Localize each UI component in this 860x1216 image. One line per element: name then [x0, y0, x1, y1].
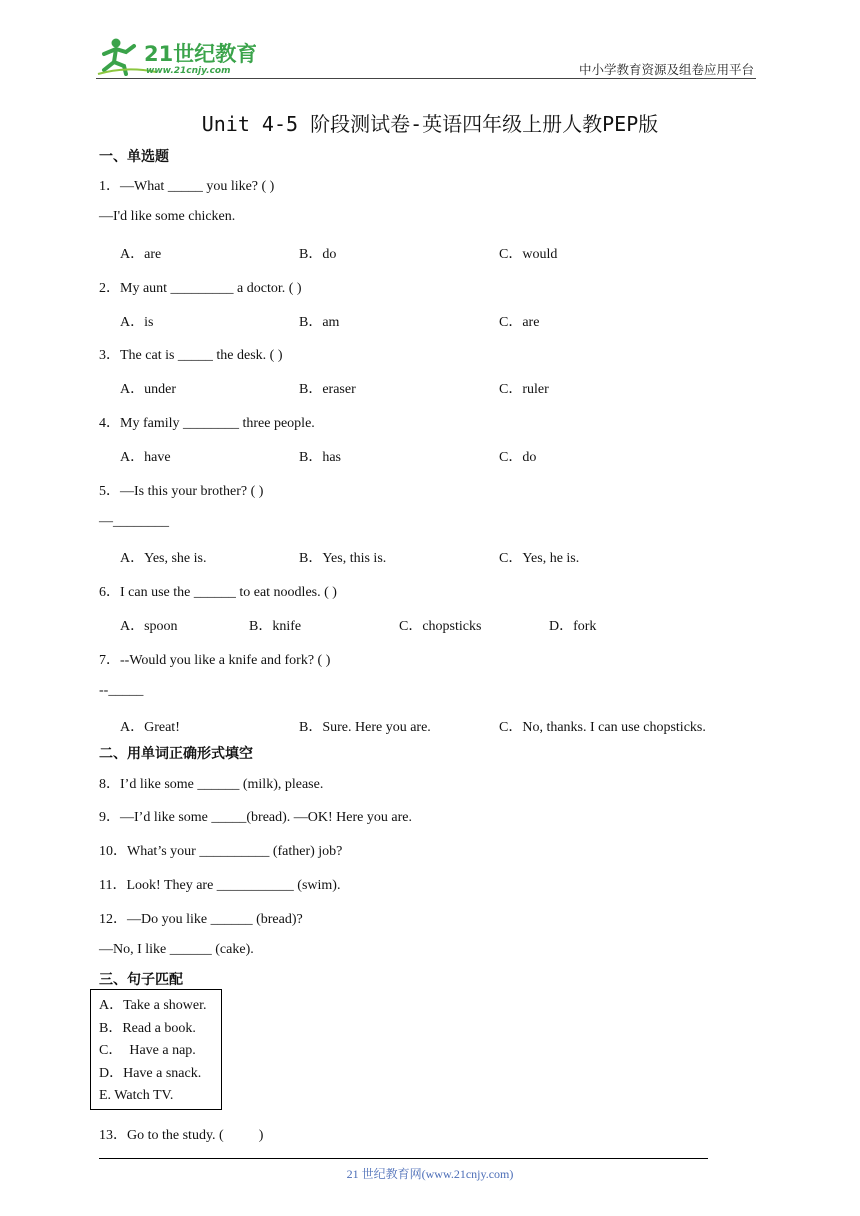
question-12-line2: —No, I like ______ (cake).: [99, 942, 254, 957]
footer-divider: [99, 1158, 708, 1159]
logo-url: www.21cnjy.com: [146, 66, 231, 76]
q7-option-c: C．No, thanks. I can use chopsticks.: [499, 720, 706, 735]
question-7: 7．--Would you like a knife and fork? ( ): [99, 653, 331, 668]
match-options-box: [90, 989, 222, 1110]
q5-option-a: A．Yes, she is.: [120, 551, 207, 566]
question-10: 10．What’s your __________ (father) job?: [99, 844, 343, 859]
match-option-d: D．Have a snack.: [99, 1065, 202, 1081]
question-1-line2: —I'd like some chicken.: [99, 209, 236, 224]
q5-option-b: B．Yes, this is.: [299, 551, 387, 566]
q1-option-c: C．would: [499, 247, 558, 262]
header-slogan: 中小学教育资源及组卷应用平台: [578, 62, 754, 77]
q6-option-b: B．knife: [249, 619, 302, 634]
footer-text[interactable]: 21 世纪教育网(www.21cnjy.com): [346, 1167, 514, 1181]
q3-option-c: C．ruler: [499, 382, 549, 397]
q4-option-b: B．has: [299, 450, 341, 465]
q6-option-c: C．chopsticks: [399, 619, 482, 634]
q3-option-b: B．eraser: [299, 382, 356, 397]
question-13: 13．Go to the study. ( ): [99, 1128, 264, 1143]
q2-option-b: B．am: [299, 315, 340, 330]
question-11: 11．Look! They are ___________ (swim).: [99, 878, 341, 893]
q4-option-a: A．have: [120, 450, 171, 465]
match-option-e: E. Watch TV.: [99, 1088, 174, 1103]
question-1: 1．—What _____ you like? ( ): [99, 179, 275, 194]
q1-option-a: A．are: [120, 247, 162, 262]
question-3: 3．The cat is _____ the desk. ( ): [99, 348, 283, 363]
q4-option-c: C．do: [499, 450, 537, 465]
question-9: 9．—I’d like some _____(bread). —OK! Here you are.: [99, 810, 412, 825]
question-5: 5．—Is this your brother? ( ): [99, 484, 264, 499]
q5-option-c: C．Yes, he is.: [499, 551, 580, 566]
match-option-a: A．Take a shower.: [99, 998, 207, 1013]
q6-option-d: D．fork: [549, 619, 597, 634]
q2-option-c: C．are: [499, 315, 540, 330]
question-2: 2．My aunt _________ a doctor. ( ): [99, 281, 302, 296]
match-option-b: B．Read a book.: [99, 1020, 196, 1036]
site-logo: [96, 36, 256, 78]
q3-option-a: A．under: [120, 382, 176, 397]
logo-text: 21世纪教育: [144, 42, 256, 66]
header-divider: [96, 78, 756, 79]
question-4: 4．My family ________ three people.: [99, 416, 315, 431]
section-heading-3: 三、句子匹配: [99, 972, 183, 988]
page-title: Unit 4-5 阶段测试卷-英语四年级上册人教PEP版: [201, 112, 659, 136]
question-12: 12．—Do you like ______ (bread)?: [99, 912, 303, 927]
q2-option-a: A．is: [120, 315, 154, 330]
match-option-c: C． Have a nap.: [99, 1043, 196, 1058]
q1-option-b: B．do: [299, 247, 337, 262]
section-heading-1: 一、单选题: [99, 149, 169, 165]
section-heading-2: 二、用单词正确形式填空: [99, 746, 253, 762]
question-5-line2: —________: [99, 514, 169, 529]
question-6: 6．I can use the ______ to eat noodles. ( ): [99, 585, 337, 600]
question-8: 8．I’d like some ______ (milk), please.: [99, 777, 324, 792]
question-7-line2: --_____: [99, 683, 144, 698]
q7-option-b: B．Sure. Here you are.: [299, 720, 431, 735]
q6-option-a: A．spoon: [120, 619, 178, 634]
q7-option-a: A．Great!: [120, 720, 180, 735]
